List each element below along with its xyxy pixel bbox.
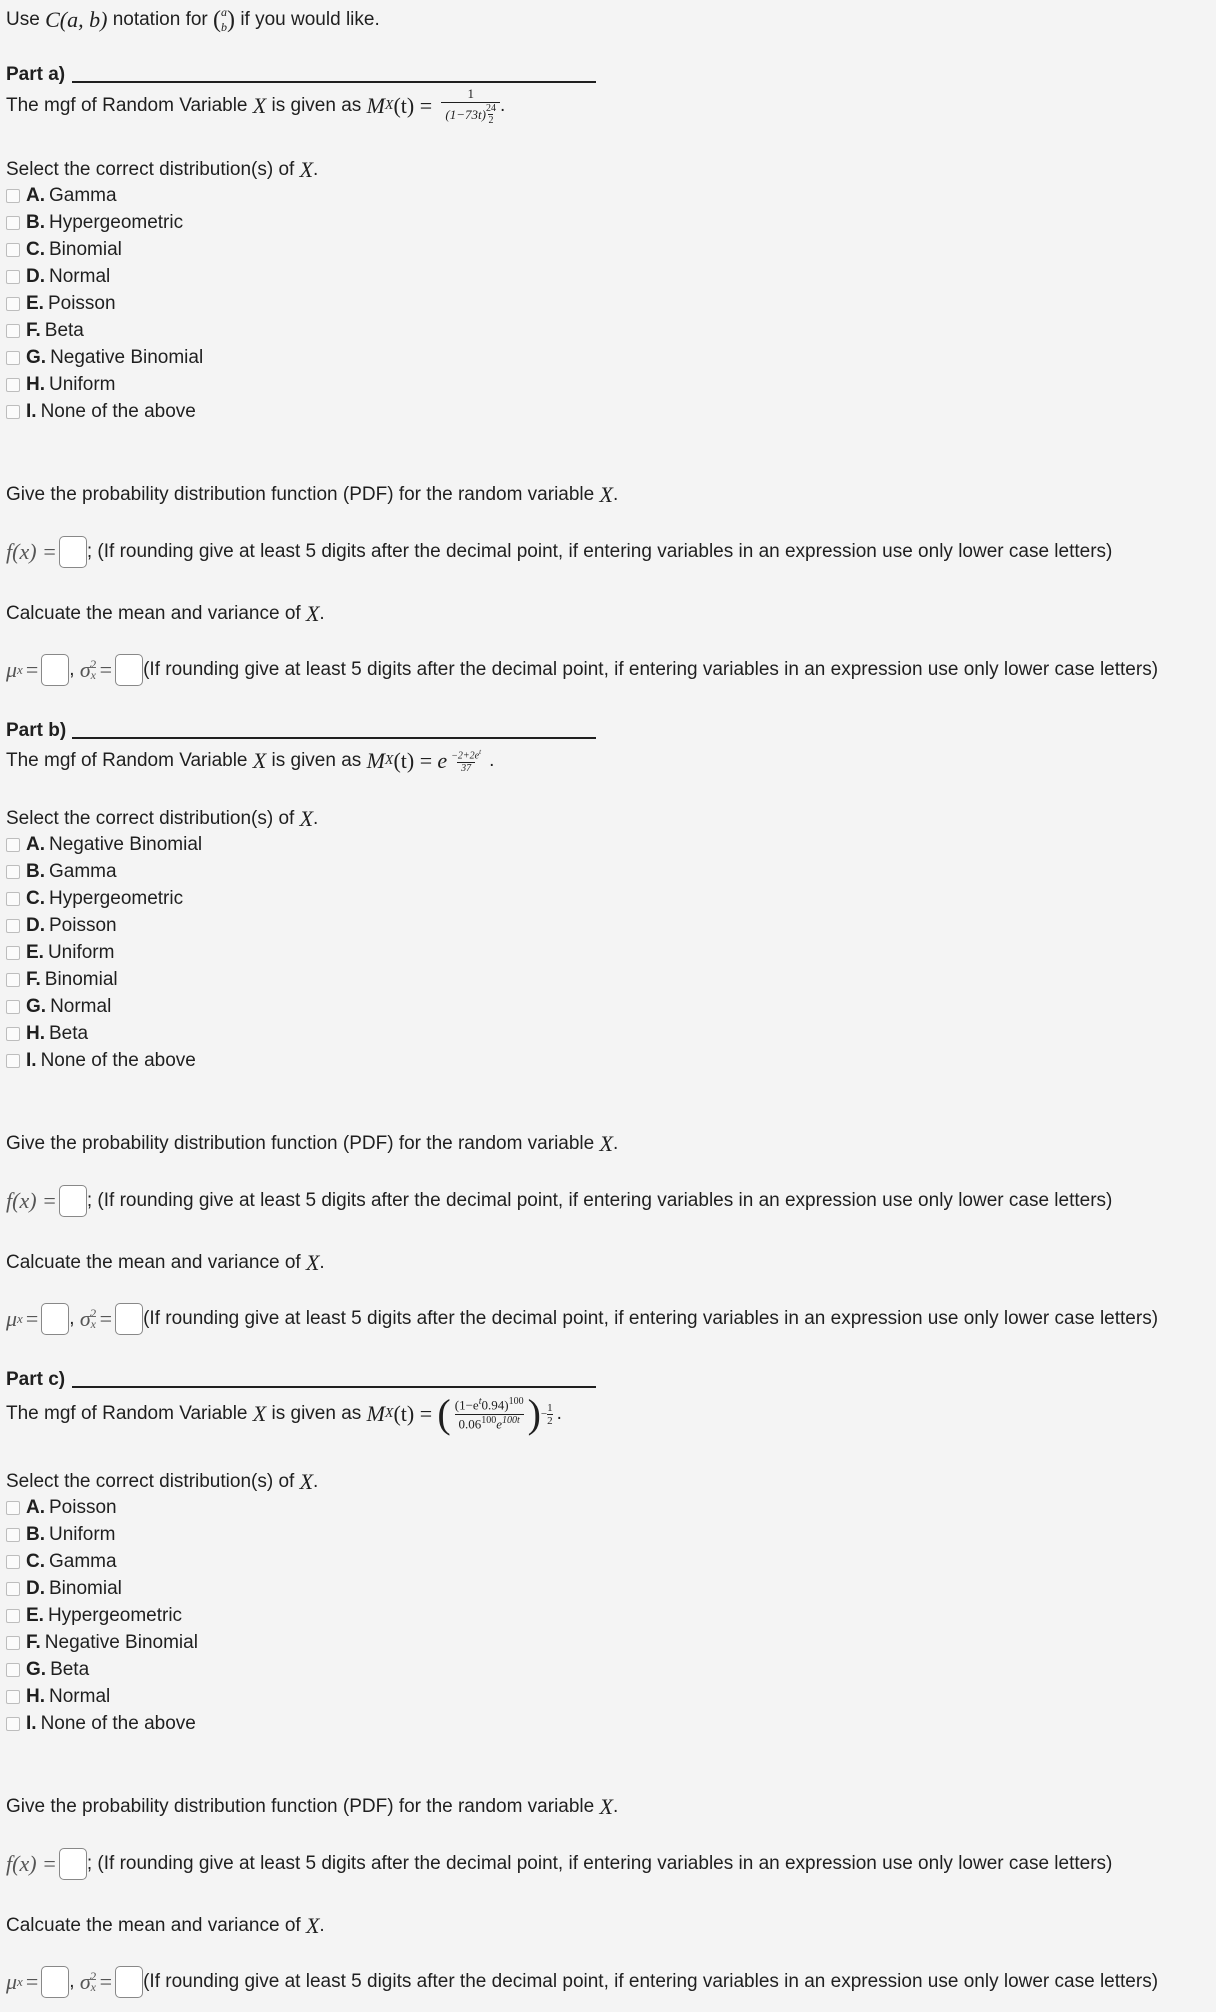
option-item[interactable] [6,1050,196,1072]
option-label: None of the above [40,1050,196,1071]
mgf-den-a-sup: 100 [481,1414,497,1426]
var-x: X [305,1250,320,1275]
period: . [612,1796,619,1817]
sigma-sub: x [90,668,96,682]
mgf-sub: X [384,753,394,768]
checkbox[interactable] [6,865,20,879]
pdf-prompt [6,1794,618,1820]
period: . [313,159,319,180]
mean-var-row [6,1303,1158,1335]
mgf-middle: is given as [271,1403,362,1424]
mgf-prefix: The mgf of Random Variable [6,1403,248,1424]
mgf-exp-num: −2+2e [451,750,480,762]
mean-var-text: Calcuate the mean and variance of [6,1915,301,1936]
mgf-fraction [441,86,500,126]
option-item[interactable] [6,293,116,315]
rounding-note: ; (If rounding give at least 5 digits after the decimal point, if entering variables in an expression use only lower case letters) [86,1853,1113,1874]
option-item[interactable] [6,1713,196,1735]
fx-label: f(x) = [6,1851,57,1876]
option-label: Binomial [44,969,118,990]
mgf-fraction [451,1396,528,1432]
mgf-numerator: 1 [467,86,474,101]
select-prompt [6,1469,318,1495]
checkbox[interactable] [6,1000,20,1014]
mgf-exp-num: 24 [485,103,496,114]
option-letter: A. [26,834,45,855]
header-rule [72,81,596,83]
mean-answer-input[interactable] [41,1966,69,1998]
checkbox[interactable] [6,1690,20,1704]
var-x: X [599,482,613,507]
option-label: Poisson [47,293,116,314]
option-label: Normal [49,266,111,287]
mu-label: μ [6,657,18,682]
option-item[interactable] [6,266,110,288]
option-letter: D. [26,266,45,287]
var-x: X [299,1469,314,1494]
header-rule [72,737,596,739]
var-x: X [599,1131,613,1156]
rounding-note: (If rounding give at least 5 digits after the decimal point, if entering variables in an expression use only lower case letters) [143,659,1159,680]
mu-sub: x [17,662,23,677]
period: . [556,1403,562,1424]
option-item[interactable] [6,185,117,207]
mgf-lhs: M [366,748,385,773]
pdf-answer-row [6,1848,1112,1880]
intro-text-before: Use [6,9,40,30]
option-letter: G. [26,996,47,1017]
mean-var-prompt [6,1250,325,1276]
mgf-prefix: The mgf of Random Variable [6,750,248,771]
binom-top: a [221,5,228,19]
period: . [313,1471,319,1492]
option-item[interactable] [6,212,183,234]
part-header: Part b) [6,720,67,741]
equals: = [99,1969,113,1994]
intro-notation: C(a, b) [45,7,108,32]
checkbox[interactable] [6,378,20,392]
mgf-exponent [447,748,485,773]
mgf-num-exp: 100 [508,1396,524,1408]
mean-var-text: Calcuate the mean and variance of [6,1252,301,1273]
variance-answer-input[interactable] [115,654,143,686]
mean-var-row [6,1966,1158,1998]
option-letter: I. [26,1050,37,1071]
fx-label: f(x) = [6,1188,57,1213]
mean-answer-input[interactable] [41,654,69,686]
select-text: Select the correct distribution(s) of [6,1471,295,1492]
sigma-sup: 2 [90,657,97,671]
mgf-num-a: (1−e [454,1397,479,1413]
option-item[interactable] [6,1605,182,1627]
option-label: Normal [50,996,112,1017]
option-item[interactable] [6,888,183,910]
binom-bottom: b [221,20,228,34]
mean-answer-input[interactable] [41,1303,69,1335]
select-prompt [6,157,318,183]
checkbox[interactable] [6,1555,20,1569]
option-label: Gamma [49,1551,117,1572]
variance-answer-input[interactable] [115,1966,143,1998]
pdf-answer-input[interactable] [59,536,87,568]
option-item[interactable] [6,374,116,396]
option-letter: E. [26,942,44,963]
pdf-answer-row [6,536,1112,568]
mgf-arg: (t) = [393,1401,433,1426]
option-label: None of the above [40,1713,196,1734]
checkbox[interactable] [6,243,20,257]
mean-var-prompt [6,601,325,627]
sigma-sup: 2 [90,1306,97,1320]
option-item[interactable] [6,1023,88,1045]
option-letter: E. [26,293,44,314]
comma: , [69,1971,75,1992]
option-letter: F. [26,320,41,341]
var-x: X [299,157,314,182]
mean-var-text: Calcuate the mean and variance of [6,603,301,624]
checkbox[interactable] [6,946,20,960]
option-letter: H. [26,1023,45,1044]
equals: = [25,1306,39,1331]
checkbox[interactable] [6,324,20,338]
pdf-text: Give the probability distribution function (PDF) for the random variable [6,1796,595,1817]
select-prompt [6,806,318,832]
mgf-lhs: M [366,1401,385,1426]
equals: = [99,657,113,682]
period: . [313,808,319,829]
mgf-line: The mgf of Random Variable X is given as M X (t) = ( $\frac{(1-e^t0.94)^{100}}{0.06^{100}e^{100t}}$ ) − $\frac{1}{2}$ . [6,1391,562,1436]
option-item[interactable] [6,401,196,423]
part-header: Part a) [6,64,66,85]
period: . [612,484,619,505]
option-label: Uniform [49,1524,116,1545]
fx-label: f(x) = [6,539,57,564]
mgf-den-a: 0.06 [458,1415,482,1431]
select-text: Select the correct distribution(s) of [6,159,295,180]
var-x: X [252,93,267,118]
equals: = [99,1306,113,1331]
option-item[interactable] [6,1524,116,1546]
mgf-line [6,86,505,126]
mgf-den-b: e [496,1415,503,1431]
var-x: X [305,601,320,626]
option-label: Poisson [49,915,117,936]
rounding-note: ; (If rounding give at least 5 digits after the decimal point, if entering variables in an expression use only lower case letters) [86,541,1113,562]
outer-num: 1 [547,1401,553,1414]
option-label: Hypergeometric [47,1605,183,1626]
option-letter: B. [26,861,45,882]
option-item[interactable] [6,347,203,369]
option-item[interactable] [6,1551,117,1573]
var-x: X [305,1913,320,1938]
var-x: X [252,1401,267,1426]
var-x: X [599,1794,613,1819]
mgf-den-b-sup: 100t [502,1414,520,1426]
checkbox[interactable] [6,270,20,284]
checkbox[interactable] [6,1582,20,1596]
option-letter: I. [26,1713,37,1734]
checkbox[interactable] [6,1717,20,1731]
pdf-answer-input[interactable] [59,1848,87,1880]
sigma-sup: 2 [90,1969,97,1983]
outer-den: 2 [547,1414,553,1427]
pdf-text: Give the probability distribution function (PDF) for the random variable [6,1133,595,1154]
pdf-prompt [6,482,618,508]
rounding-note: ; (If rounding give at least 5 digits after the decimal point, if entering variables in an expression use only lower case letters) [86,1190,1113,1211]
intro-text-after: if you would like. [240,9,380,30]
option-letter: F. [26,969,41,990]
rounding-note: (If rounding give at least 5 digits after the decimal point, if entering variables in an expression use only lower case letters) [143,1308,1159,1329]
mgf-exp-num-sup: t [479,748,482,757]
checkbox[interactable] [6,892,20,906]
mgf-num-b: 0.94) [481,1397,509,1413]
pdf-answer-row [6,1185,1112,1217]
option-label: Beta [49,1023,89,1044]
mgf-arg: (t) = [393,93,433,118]
mgf-den-base: (1−73t) [445,107,486,122]
checkbox[interactable] [6,1609,20,1623]
mgf-line [6,748,494,774]
period: . [319,1252,325,1273]
var-x: X [299,806,314,831]
option-item[interactable] [6,239,122,261]
mgf-arg: (t) = [393,748,433,773]
option-letter: B. [26,1524,45,1545]
option-letter: I. [26,401,37,422]
option-item[interactable] [6,1659,89,1681]
checkbox[interactable] [6,405,20,419]
sigma-label: σ [79,1969,91,1994]
option-letter: G. [26,347,47,368]
option-letter: C. [26,239,45,260]
period: . [499,95,506,116]
option-letter: H. [26,374,45,395]
mgf-exp-den: 37 [457,762,475,774]
mgf-outer-exponent [541,1402,553,1427]
mgf-base-e: e [437,748,448,773]
option-label: Negative Binomial [49,834,203,855]
checkbox[interactable] [6,838,20,852]
checkbox[interactable] [6,351,20,365]
checkbox[interactable] [6,919,20,933]
option-label: Hypergeometric [49,212,184,233]
pdf-prompt [6,1131,618,1157]
sigma-sub: x [90,1980,96,1994]
option-label: Poisson [49,1497,117,1518]
variance-answer-input[interactable] [115,1303,143,1335]
mgf-num-a-sup: t [478,1396,482,1408]
option-item[interactable] [6,1686,110,1708]
mgf-middle: is given as [271,95,362,116]
checkbox[interactable] [6,1027,20,1041]
option-letter: C. [26,888,45,909]
checkbox[interactable] [6,297,20,311]
mu-sub: x [17,1311,23,1326]
period: . [319,603,325,624]
option-label: Beta [50,1659,90,1680]
equals: = [25,1969,39,1994]
mgf-sub: X [384,98,394,113]
select-text: Select the correct distribution(s) of [6,808,295,829]
option-item[interactable] [6,915,117,937]
part-header: Part c) [6,1369,66,1390]
checkbox[interactable] [6,1528,20,1542]
option-label: Gamma [49,185,117,206]
mean-var-row [6,654,1158,686]
sigma-label: σ [79,657,91,682]
header-rule [72,1386,596,1388]
option-item[interactable] [6,834,202,856]
option-letter: F. [26,1632,41,1653]
option-letter: C. [26,1551,45,1572]
sigma-label: σ [79,1306,91,1331]
mgf-exp-den: 2 [488,115,494,126]
equals: = [25,657,39,682]
intro-line: Use C(a, b) notation for ( a b ) if you would like. [6,5,380,34]
option-letter: A. [26,185,45,206]
option-label: Uniform [47,942,115,963]
option-item[interactable] [6,1632,198,1654]
option-label: None of the above [40,401,196,422]
intro-text-middle: notation for [112,9,208,30]
option-item[interactable] [6,861,117,883]
option-item[interactable] [6,320,84,342]
option-item[interactable] [6,1497,117,1519]
mgf-middle: is given as [271,750,362,771]
comma: , [69,1308,75,1329]
period: . [612,1133,619,1154]
mgf-sub: X [384,1406,394,1421]
checkbox[interactable] [6,1501,20,1515]
sigma-sub: x [90,1317,96,1331]
rounding-note: (If rounding give at least 5 digits after the decimal point, if entering variables in an expression use only lower case letters) [143,1971,1159,1992]
checkbox[interactable] [6,1663,20,1677]
option-letter: E. [26,1605,44,1626]
option-label: Beta [44,320,84,341]
option-label: Binomial [49,1578,122,1599]
mu-sub: x [17,1974,23,1989]
outer-sign: − [540,1408,548,1420]
option-letter: D. [26,915,45,936]
pdf-text: Give the probability distribution function (PDF) for the random variable [6,484,595,505]
checkbox[interactable] [6,1054,20,1068]
option-letter: B. [26,212,45,233]
mu-label: μ [6,1969,18,1994]
option-item[interactable] [6,942,114,964]
option-item[interactable] [6,1578,122,1600]
mu-label: μ [6,1306,18,1331]
period: . [489,750,495,771]
option-letter: H. [26,1686,45,1707]
mean-var-prompt [6,1913,325,1939]
var-x: X [252,748,267,773]
checkbox[interactable] [6,1636,20,1650]
option-label: Negative Binomial [44,1632,198,1653]
option-letter: G. [26,1659,47,1680]
mgf-denominator [441,102,500,126]
option-label: Uniform [49,374,116,395]
checkbox[interactable] [6,973,20,987]
option-label: Hypergeometric [49,888,184,909]
period: . [319,1915,325,1936]
option-letter: A. [26,1497,45,1518]
option-label: Binomial [49,239,122,260]
option-label: Gamma [49,861,117,882]
option-label: Normal [49,1686,111,1707]
checkbox[interactable] [6,189,20,203]
option-label: Negative Binomial [50,347,204,368]
pdf-answer-input[interactable] [59,1185,87,1217]
option-item[interactable] [6,969,118,991]
comma: , [69,659,75,680]
mgf-prefix: The mgf of Random Variable [6,95,248,116]
mgf-lhs: M [366,93,385,118]
option-item[interactable] [6,996,111,1018]
checkbox[interactable] [6,216,20,230]
option-letter: D. [26,1578,45,1599]
